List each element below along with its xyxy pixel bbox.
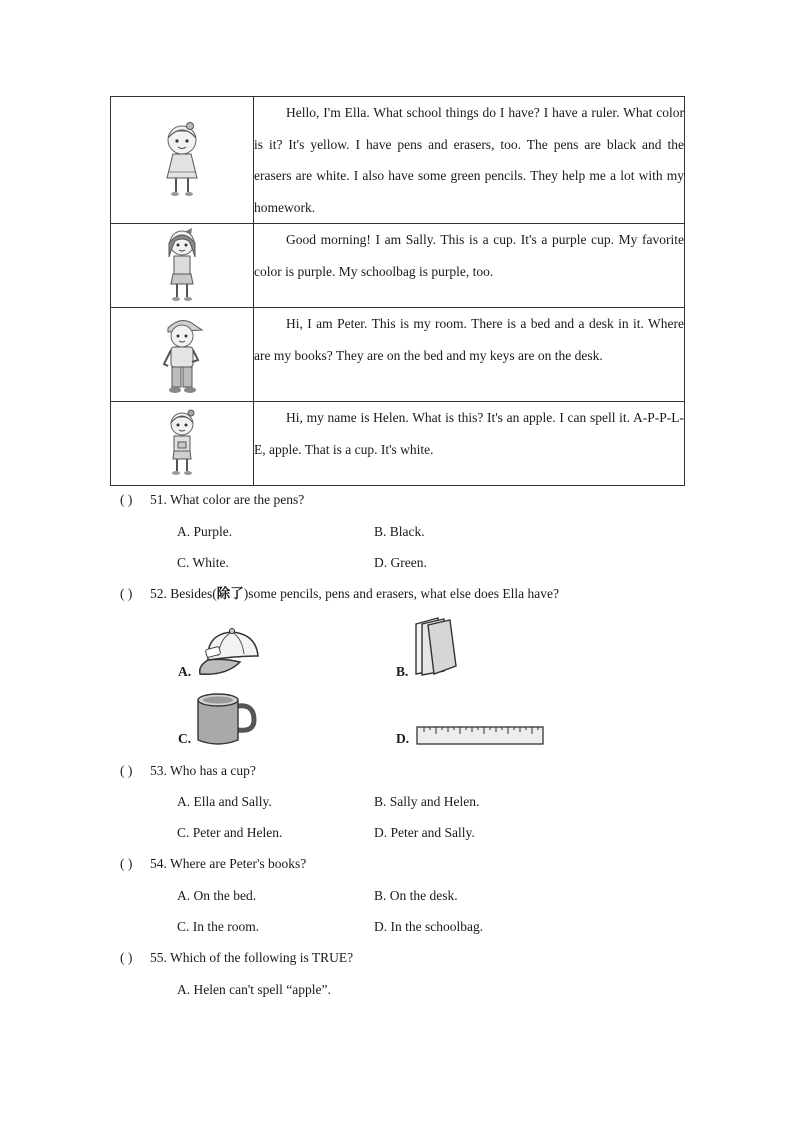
portrait-cell [111,97,254,224]
passage-text: Good morning! I am Sally. This is a cup. It's a purple cup. My favorite color is purple. My schoolbag is purple, too. [254,232,684,279]
option-b: B. On the desk. [374,888,458,903]
option-d: D. Green. [374,555,427,570]
answer-blank[interactable]: ( ) [120,856,133,871]
option-d-label: D. [396,731,410,746]
option-c: C. Peter and Helen. [177,825,283,840]
portrait-cell [111,402,254,486]
passage-row [111,308,685,402]
passage-text-cell [254,224,685,308]
option-a-label: A. [178,664,192,679]
option-b-label: B. [396,664,409,679]
answer-blank[interactable]: ( ) [120,492,133,507]
option-c: C. White. [177,555,229,570]
passage-text: Hello, I'm Ella. What school things do I have? I have a ruler. What color is it? It's yellow. I have pens and erasers, too. The pens are black and the erasers are white. I also have some green pencils. They help me a lot with my homework. [254,105,684,215]
portrait-cell [111,308,254,402]
option-b: B. Black. [374,524,425,539]
question-52 [120,584,559,604]
option-c: C. In the room. [177,919,260,934]
girl-helen-icon [160,409,204,479]
question-text-before: 52. Besides( [150,586,217,601]
chinese-gloss: 除了 [216,586,244,601]
question-text: 51. What color are the pens? [150,492,305,507]
option-d: D. Peter and Sally. [374,825,475,840]
option-a: A. Helen can't spell “apple”. [177,982,331,997]
question-55 [120,948,353,968]
books-icon [412,616,458,678]
question-54 [120,854,306,874]
option-b: B. Sally and Helen. [374,794,480,809]
question-51 [120,490,304,510]
passage-text-cell [254,402,685,486]
option-a: A. On the bed. [177,888,257,903]
portrait-cell [111,224,254,308]
answer-blank[interactable]: ( ) [120,763,133,778]
passage-text: Hi, I am Peter. This is my room. There is a bed and a desk in it. Where are my books? They are on the bed and my keys are on the desk. [254,316,684,363]
question-text: 53. Who has a cup? [150,763,256,778]
option-d: D. In the schoolbag. [374,919,484,934]
mug-icon [196,692,258,748]
passage-table [110,96,685,486]
passage-row [111,224,685,308]
girl-sally-icon [159,227,205,305]
passage-text-cell [254,308,685,402]
question-text: 55. Which of the following is TRUE? [150,950,354,965]
ruler-icon [416,726,544,746]
answer-blank[interactable]: ( ) [120,586,133,601]
passage-row [111,402,685,486]
answer-blank[interactable]: ( ) [120,950,133,965]
passage-row [111,97,685,224]
option-a: A. Purple. [177,524,233,539]
question-53 [120,761,256,781]
passage-text-cell [254,97,685,224]
girl-ella-icon [157,120,207,200]
option-a: A. Ella and Sally. [177,794,272,809]
passage-text: Hi, my name is Helen. What is this? It's an apple. I can spell it. A-P-P-L-E, apple. That is a cup. It's white. [254,410,684,457]
boy-peter-icon [154,314,210,396]
question-text: 54. Where are Peter's books? [150,856,307,871]
option-c-label: C. [178,731,192,746]
question-text-after: )some pencils, pens and erasers, what else does Ella have? [243,586,560,601]
cap-icon [196,626,264,680]
